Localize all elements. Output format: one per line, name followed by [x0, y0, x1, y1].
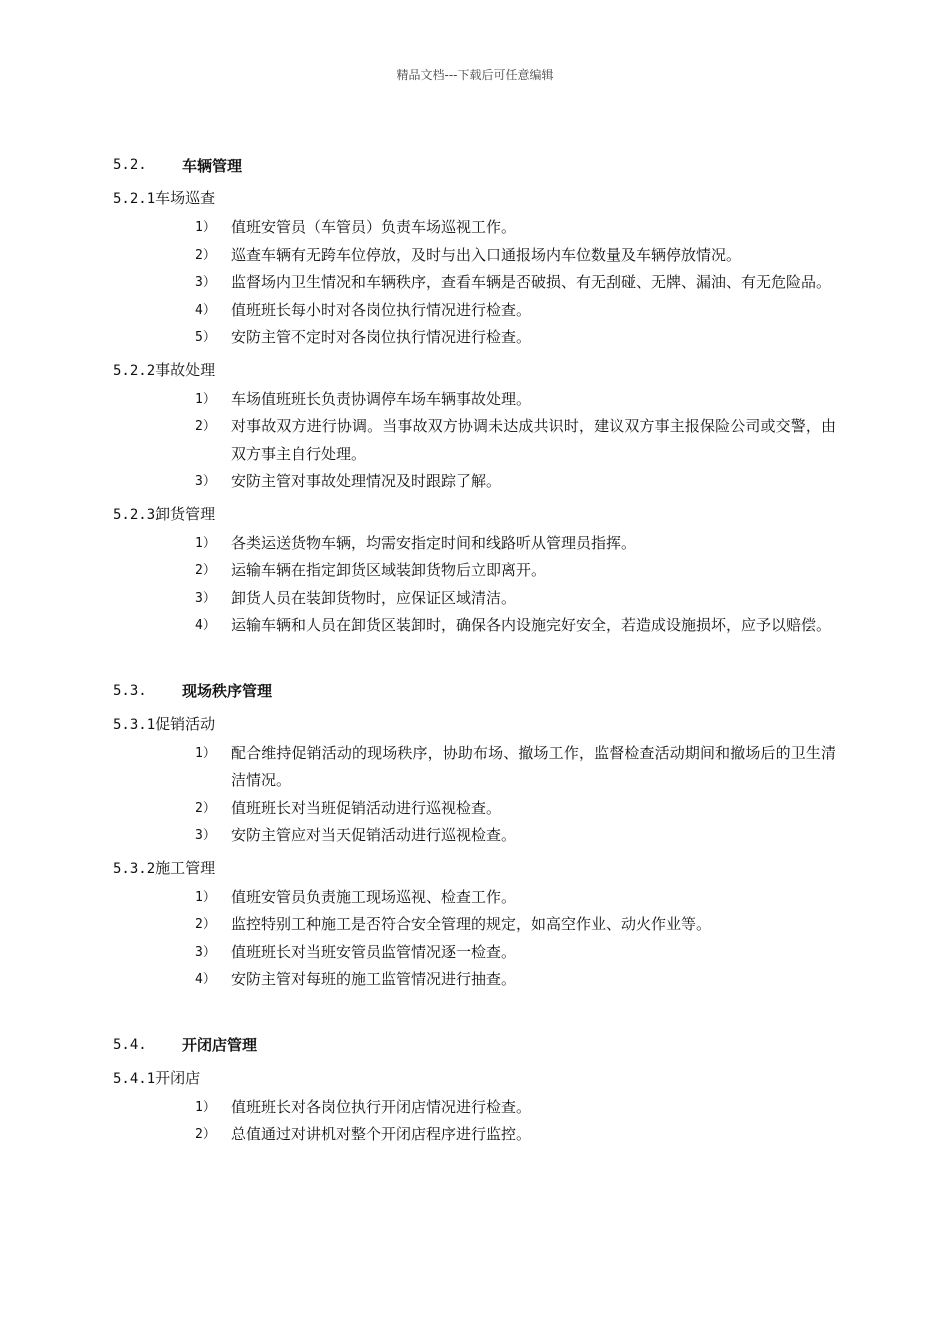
- item-list: [113, 530, 838, 640]
- section-number: 5.4.: [113, 1036, 147, 1053]
- item-text: 巡查车辆有无跨车位停放，及时与出入口通报场内车位数量及车辆停放情况。: [231, 245, 742, 264]
- list-item: [113, 911, 838, 939]
- subsection-number: 5.2.2: [113, 362, 156, 379]
- item-text: 安防主管应对当天促销活动进行巡视检查。: [231, 826, 517, 844]
- item-text: 运输车辆和人员在卸货区装卸时，确保各内设施完好安全，若造成设施损坏，应予以赔偿。: [231, 616, 832, 634]
- section-heading: [113, 676, 838, 706]
- section-title: 现场秩序管理: [182, 682, 273, 700]
- subsection-list: [113, 711, 838, 994]
- item-number: 2）: [195, 419, 216, 434]
- list-item: [113, 557, 838, 585]
- item-number: 1）: [195, 1099, 216, 1115]
- item-list: [113, 740, 838, 850]
- subsection-number: 5.2.3: [113, 506, 156, 523]
- list-item: [113, 214, 838, 242]
- list-item: [113, 1094, 838, 1122]
- subsection-number: 5.2.1: [113, 191, 156, 207]
- item-number: 3）: [195, 275, 216, 290]
- list-item: [113, 530, 838, 558]
- subsection-title: 卸货管理: [155, 504, 216, 523]
- subsection-heading: [113, 357, 838, 384]
- list-item: [113, 795, 838, 823]
- item-text: 对事故双方进行协调。当事故双方协调未达成共识时，建议双方事主报保险公司或交警，由双方事主自行处理。: [231, 417, 836, 463]
- item-number: 3）: [195, 944, 216, 960]
- list-item: [113, 297, 838, 325]
- section-number: 5.3.: [113, 682, 147, 699]
- list-item: [113, 612, 838, 640]
- item-text: 各类运送货物车辆，均需安指定时间和线路听从管理员指挥。: [231, 533, 637, 552]
- item-text: 值班安管员负责施工现场巡视、检查工作。: [231, 887, 517, 906]
- subsection-number: 5.3.1: [113, 716, 156, 733]
- subsection: [113, 1065, 838, 1149]
- list-item: [113, 585, 838, 613]
- section: [113, 1030, 838, 1149]
- item-list: [113, 884, 838, 994]
- item-number: 2）: [195, 247, 216, 263]
- section-number: 5.2.: [113, 157, 147, 173]
- item-number: 1）: [195, 535, 216, 551]
- list-item: [113, 386, 838, 414]
- subsection-heading: [113, 185, 838, 212]
- item-text: 安防主管不定时对各岗位执行情况进行检查。: [231, 328, 532, 346]
- list-item: [113, 324, 838, 352]
- item-number: 3）: [195, 590, 216, 606]
- item-number: 3）: [195, 474, 216, 489]
- item-number: 4）: [195, 972, 216, 987]
- item-list: [113, 214, 838, 352]
- item-number: 2）: [195, 800, 216, 816]
- item-text: 值班班长每小时对各岗位执行情况进行检查。: [231, 300, 532, 319]
- subsection: [113, 855, 838, 994]
- subsection: [113, 357, 838, 496]
- item-number: 5）: [195, 330, 216, 345]
- list-item: [113, 468, 838, 496]
- item-text: 卸货人员在装卸货物时，应保证区域清洁。: [231, 588, 517, 607]
- item-number: 2）: [195, 1127, 216, 1142]
- subsection-heading: [113, 855, 838, 882]
- item-text: 值班安管员（车管员）负责车场巡视工作。: [231, 218, 517, 236]
- subsection: [113, 501, 838, 640]
- list-item: [113, 966, 838, 994]
- list-item: [113, 939, 838, 967]
- subsection-title: 事故处理: [155, 360, 216, 379]
- item-text: 安防主管对事故处理情况及时跟踪了解。: [231, 472, 502, 490]
- list-item: [113, 822, 838, 850]
- subsection-heading: [113, 501, 838, 528]
- subsection-list: [113, 185, 838, 640]
- item-text: 值班班长对当班安管员监管情况逐一检查。: [231, 942, 517, 961]
- item-text: 运输车辆在指定卸货区域装卸货物后立即离开。: [231, 561, 547, 579]
- item-text: 车场值班班长负责协调停车场车辆事故处理。: [231, 389, 532, 408]
- item-number: 1）: [195, 889, 216, 905]
- section-title: 开闭店管理: [182, 1036, 258, 1054]
- item-number: 1）: [195, 220, 216, 235]
- subsection-title: 施工管理: [155, 858, 216, 877]
- item-number: 3）: [195, 828, 216, 843]
- list-item: [113, 1121, 838, 1149]
- subsection-title: 促销活动: [155, 714, 216, 733]
- list-item: [113, 269, 838, 297]
- list-item: [113, 740, 838, 795]
- item-number: 2）: [195, 917, 216, 932]
- section: [113, 150, 838, 640]
- subsection-title: 车场巡查: [155, 189, 216, 207]
- item-list: [113, 386, 838, 496]
- item-text: 值班班长对各岗位执行开闭店情况进行检查。: [231, 1097, 532, 1116]
- subsection-title: 开闭店: [155, 1068, 201, 1087]
- item-number: 2）: [195, 563, 216, 578]
- list-item: [113, 413, 838, 468]
- list-item: [113, 884, 838, 912]
- section-heading: [113, 150, 838, 180]
- item-number: 1）: [195, 391, 216, 407]
- section: [113, 676, 838, 994]
- subsection-heading: [113, 711, 838, 738]
- item-text: 监控特别工种施工是否符合安全管理的规定，如高空作业、动火作业等。: [231, 915, 712, 933]
- item-text: 配合维持促销活动的现场秩序，协助布场、撤场工作，监督检查活动期间和撤场后的卫生清洁情况。: [231, 743, 836, 789]
- item-list: [113, 1094, 838, 1149]
- item-text: 监督场内卫生情况和车辆秩序，查看车辆是否破损、有无刮碰、无牌、漏油、有无危险品。: [231, 273, 832, 291]
- sections-container: [113, 150, 838, 1149]
- subsection: [113, 185, 838, 352]
- item-number: 1）: [195, 745, 216, 761]
- list-item: [113, 242, 838, 270]
- item-text: 值班班长对当班促销活动进行巡视检查。: [231, 798, 502, 817]
- item-number: 4）: [195, 618, 216, 633]
- subsection-heading: [113, 1065, 838, 1092]
- subsection: [113, 711, 838, 850]
- subsection-number: 5.3.2: [113, 860, 156, 877]
- item-text: 安防主管对每班的施工监管情况进行抽查。: [231, 970, 517, 988]
- item-number: 4）: [195, 302, 216, 318]
- document-body: [113, 150, 838, 1149]
- section-heading: [113, 1030, 838, 1060]
- subsection-list: [113, 1065, 838, 1149]
- section-title: 车辆管理: [182, 156, 243, 175]
- page-header: 精品文档---下载后可任意编辑: [396, 68, 554, 82]
- subsection-number: 5.4.1: [113, 1070, 156, 1087]
- item-text: 总值通过对讲机对整个开闭店程序进行监控。: [231, 1125, 532, 1143]
